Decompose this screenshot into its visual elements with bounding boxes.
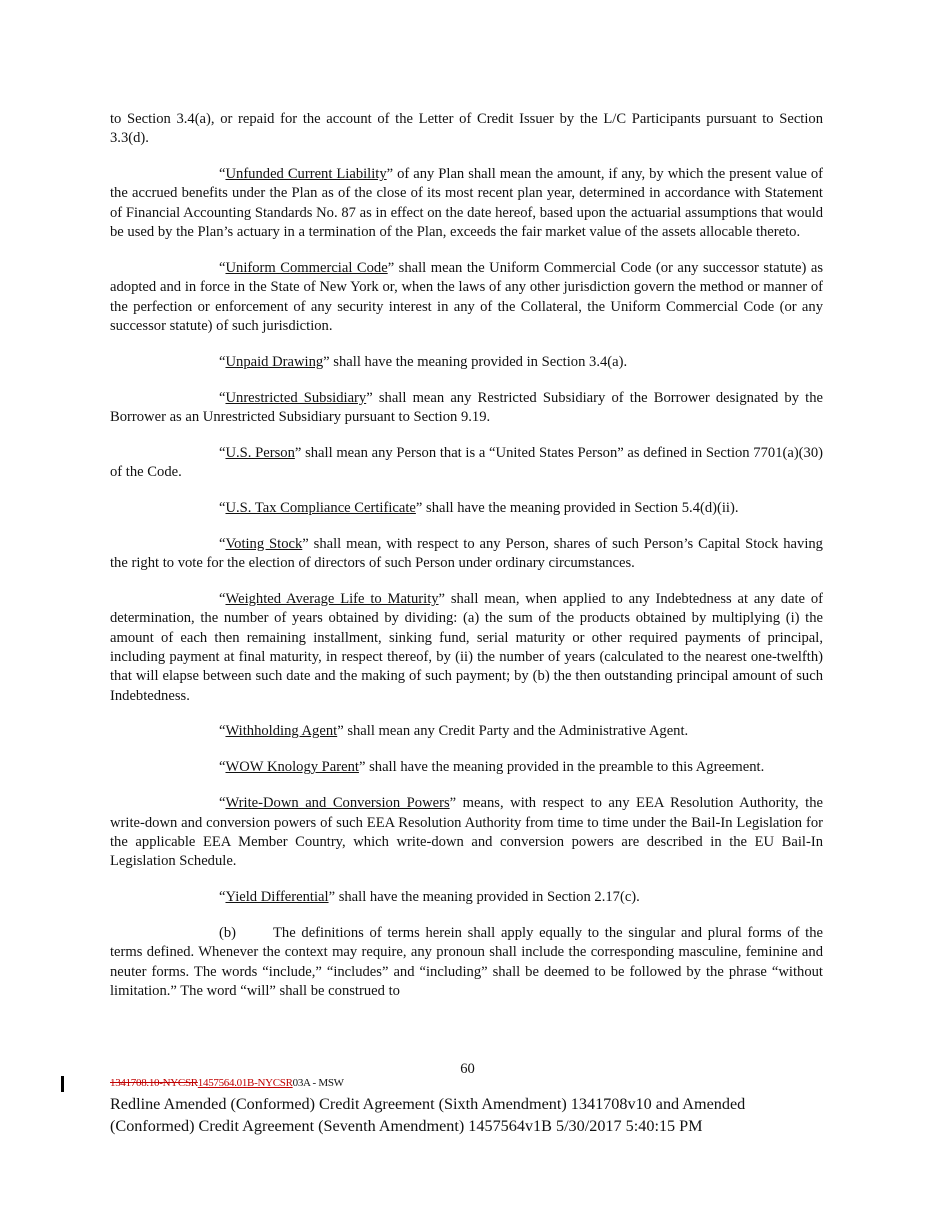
definition-text: shall mean the Uniform Commercial Code (or any successor statute) as adopted and in force in the State of New York or, when the laws of any other jurisdiction govern the method or manner of the perfection or enforcement of any security interest in any of the Collateral, the Uniform Commercial Code (or any successor statute) of such jurisdiction. bbox=[110, 259, 823, 334]
definition-wow-knology-parent: “WOW Knology Parent” shall have the meaning provided in the preamble to this Agreement. bbox=[219, 759, 765, 776]
defined-term: Withholding Agent bbox=[225, 723, 338, 740]
definition-withholding-agent: “Withholding Agent” shall mean any Credit Party and the Administrative Agent. bbox=[219, 723, 689, 740]
clause-label: (b) bbox=[219, 924, 237, 941]
definition-unpaid-drawing: “Unpaid Drawing” shall have the meaning provided in Section 3.4(a). bbox=[219, 353, 628, 370]
inserted-code: 1457564.01B-NYCSR bbox=[197, 1077, 293, 1089]
definition-text: shall mean, when applied to any Indebtedness at any date of determination, the number of years obtained by dividing: (a) the sum of the products obtained by multiplying (i) the amount of each then remaining installment, sinking fund, serial maturity or other required payments of principal, including payment at final maturity, in respect thereof, by (ii) the number of years (calculated to the nearest one-twelfth) that will elapse between such date and the making of such payment; by (b) the then outstanding principal amount of such Indebtedness. bbox=[110, 591, 823, 704]
document-code bbox=[110, 1077, 344, 1089]
definition-write-down-conversion-powers: “Write-Down and Conversion Powers” means, with respect to any EEA Resolution Authority, the write-down and conversion powers of such EEA Resolution Authority from time to time under the Bail-In Legislation for the applicable EEA Member Country, which write-down and conversion powers are described in the EU Bail-In Legislation Schedule. bbox=[110, 795, 823, 870]
definition-text: means, with respect to any EEA Resolution Authority, the write-down and conversion powers of such EEA Resolution Authority from time to time under the Bail-In Legislation for the applicable EEA Member Country, which write-down and conversion powers are described in the EU Bail-In Legislation Schedule. bbox=[110, 795, 823, 870]
definition-text: shall have the meaning provided in Section 3.4(a). bbox=[329, 353, 628, 370]
defined-term: Unpaid Drawing bbox=[225, 353, 324, 370]
defined-term: Yield Differential bbox=[225, 889, 329, 906]
definition-unfunded-current-liability: “Unfunded Current Liability” of any Plan shall mean the amount, if any, by which the present value of the accrued benefits under the Plan as of the close of its most recent plan year, determined in accordance with Statement of Financial Accounting Standards No. 87 as in effect on the date hereof, based upon the actuarial assumptions that would be used by the Plan’s actuary in a termination of the Plan, exceeds the fair market value of the assets allocable thereto. bbox=[110, 166, 823, 241]
defined-term: Write-Down and Conversion Powers bbox=[225, 795, 450, 812]
definition-us-tax-compliance-certificate: “U.S. Tax Compliance Certificate” shall have the meaning provided in Section 5.4(d)(ii). bbox=[219, 500, 739, 517]
deleted-code: 1341708.10-NYCSR bbox=[110, 1077, 198, 1089]
defined-term: Weighted Average Life to Maturity bbox=[225, 591, 439, 608]
defined-term: Voting Stock bbox=[225, 535, 303, 552]
definition-unrestricted-subsidiary: “Unrestricted Subsidiary” shall mean any Restricted Subsidiary of the Borrower designated by the Borrower as an Unrestricted Subsidiary pursuant to Section 9.19. bbox=[110, 389, 823, 425]
definition-text: shall have the meaning provided in the preamble to this Agreement. bbox=[365, 759, 765, 776]
redline-info: Redline Amended (Conformed) Credit Agreement (Sixth Amendment) 1341708v10 and Amended (Conformed) Credit Agreement (Seventh Amendment) 1457564v1B 5/30/2017 5:40:15 PM bbox=[110, 1095, 746, 1135]
definition-text: shall mean any Credit Party and the Administrative Agent. bbox=[343, 723, 689, 740]
definition-uniform-commercial-code: “Uniform Commercial Code” shall mean the Uniform Commercial Code (or any successor statute) as adopted and in force in the State of New York or, when the laws of any other jurisdiction govern the method or manner of the perfection or enforcement of any security interest in any of the Collateral, the Uniform Commercial Code (or any successor statute) of such jurisdiction. bbox=[110, 259, 823, 334]
definition-weighted-average-life: “Weighted Average Life to Maturity” shall mean, when applied to any Indebtedness at any date of determination, the number of years obtained by dividing: (a) the sum of the products obtained by multiplying (i) the amount of each then remaining installment, sinking fund, serial maturity or other required payments of principal, including payment at final maturity, in respect thereof, by (ii) the number of years (calculated to the nearest one-twelfth) that will elapse between such date and the making of such payment; by (b) the then outstanding principal amount of such Indebtedness. bbox=[110, 591, 823, 704]
clause-text: The definitions of terms herein shall apply equally to the singular and plural forms of the terms defined. Whenever the context may require, any pronoun shall include the corresponding masculine, feminine and neuter forms. The words “include,” “includes” and “including” shall be deemed to be followed by the phrase “without limitation.” The word “will” shall be construed to bbox=[110, 924, 823, 999]
document-body bbox=[110, 110, 823, 1018]
clause-b bbox=[110, 924, 823, 1001]
code-suffix: 03A - MSW bbox=[292, 1077, 344, 1089]
definition-text: shall mean any Restricted Subsidiary of the Borrower designated by the Borrower as an Unrestricted Subsidiary pursuant to Section 9.19. bbox=[110, 389, 823, 425]
change-bar bbox=[61, 1076, 64, 1092]
defined-term: Unrestricted Subsidiary bbox=[225, 389, 367, 406]
defined-term: WOW Knology Parent bbox=[225, 759, 359, 776]
definition-voting-stock: “Voting Stock” shall mean, with respect to any Person, shares of such Person’s Capital Stock having the right to vote for the election of directors of such Person under ordinary circumstances. bbox=[110, 535, 823, 572]
definition-text: shall have the meaning provided in Section 5.4(d)(ii). bbox=[422, 500, 739, 517]
definition-us-person: “U.S. Person” shall mean any Person that is a “United States Person” as defined in Section 7701(a)(30) of the Code. bbox=[110, 444, 823, 481]
defined-term: Unfunded Current Liability bbox=[225, 166, 387, 183]
definition-text: of any Plan shall mean the amount, if any, by which the present value of the accrued benefits under the Plan as of the close of its most recent plan year, determined in accordance with Statement of Financial Accounting Standards No. 87 as in effect on the date hereof, based upon the actuarial assumptions that would be used by the Plan’s actuary in a termination of the Plan, exceeds the fair market value of the assets allocable thereto. bbox=[110, 166, 823, 241]
definition-text: shall have the meaning provided in Section 2.17(c). bbox=[335, 889, 640, 906]
definition-text: shall mean any Person that is a “United States Person” as defined in Section 7701(a)(30) of the Code. bbox=[110, 444, 823, 481]
paragraph-continuation: to Section 3.4(a), or repaid for the account of the Letter of Credit Issuer by the L/C Participants pursuant to Section 3.3(d). bbox=[110, 111, 823, 147]
defined-term: Uniform Commercial Code bbox=[225, 259, 388, 276]
defined-term: U.S. Person bbox=[225, 444, 295, 461]
definition-text: shall mean, with respect to any Person, shares of such Person’s Capital Stock having the right to vote for the election of directors of such Person under ordinary circumstances. bbox=[110, 535, 823, 572]
definition-yield-differential: “Yield Differential” shall have the meaning provided in Section 2.17(c). bbox=[219, 889, 640, 906]
defined-term: U.S. Tax Compliance Certificate bbox=[225, 500, 416, 517]
page-number: 60 bbox=[460, 1061, 475, 1077]
